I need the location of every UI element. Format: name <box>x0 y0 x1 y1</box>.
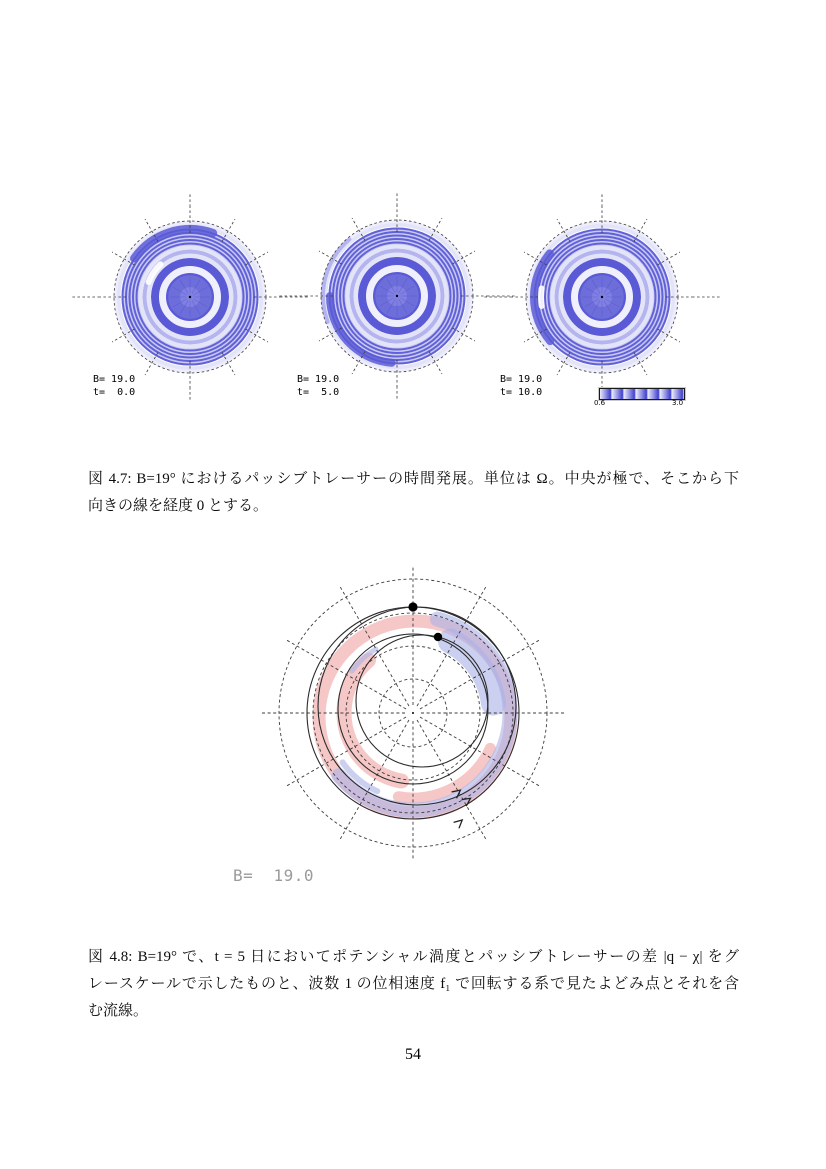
page-number: 54 <box>405 1046 421 1063</box>
colorbar-max-tick: 3.0 <box>672 399 684 407</box>
plot3-t-label: t= 10.0 <box>500 386 543 398</box>
figure48-plot-label: B= 19.0 <box>233 866 315 885</box>
caption-line: 図 4.8: B=19° で、t = 5 日においてポテンシャル渦度とパッシブトレーサーの差 |q − χ| をグ <box>88 949 739 965</box>
plot2-b-label: B= 19.0 <box>297 374 340 385</box>
figure48-caption <box>88 944 739 1025</box>
stagnation-plot <box>253 553 573 873</box>
plot3-label <box>500 374 542 399</box>
plot3-b-label: B= 19.0 <box>500 374 543 385</box>
figure47-caption <box>88 466 739 520</box>
plot2-label <box>297 374 339 399</box>
plot1-label <box>93 374 135 399</box>
plot1-t-label: t= 0.0 <box>93 386 136 398</box>
plot1-b-label: B= 19.0 <box>93 374 136 385</box>
caption-line: む流線。 <box>88 1003 149 1019</box>
caption-line: 図 4.7: B=19° におけるパッシブトレーサーの時間発展。単位は Ω。中央が極で、そこから下 <box>88 471 739 487</box>
plot2-t-label: t= 5.0 <box>297 386 340 398</box>
colorbar-min-tick: 0.6 <box>594 399 606 407</box>
caption-line: レースケールで示したものと、波数 1 の位相速度 f₁ で回転する系で見たよどみ点とそれを含 <box>88 976 739 992</box>
caption-line: 向きの線を経度 0 とする。 <box>88 498 269 514</box>
